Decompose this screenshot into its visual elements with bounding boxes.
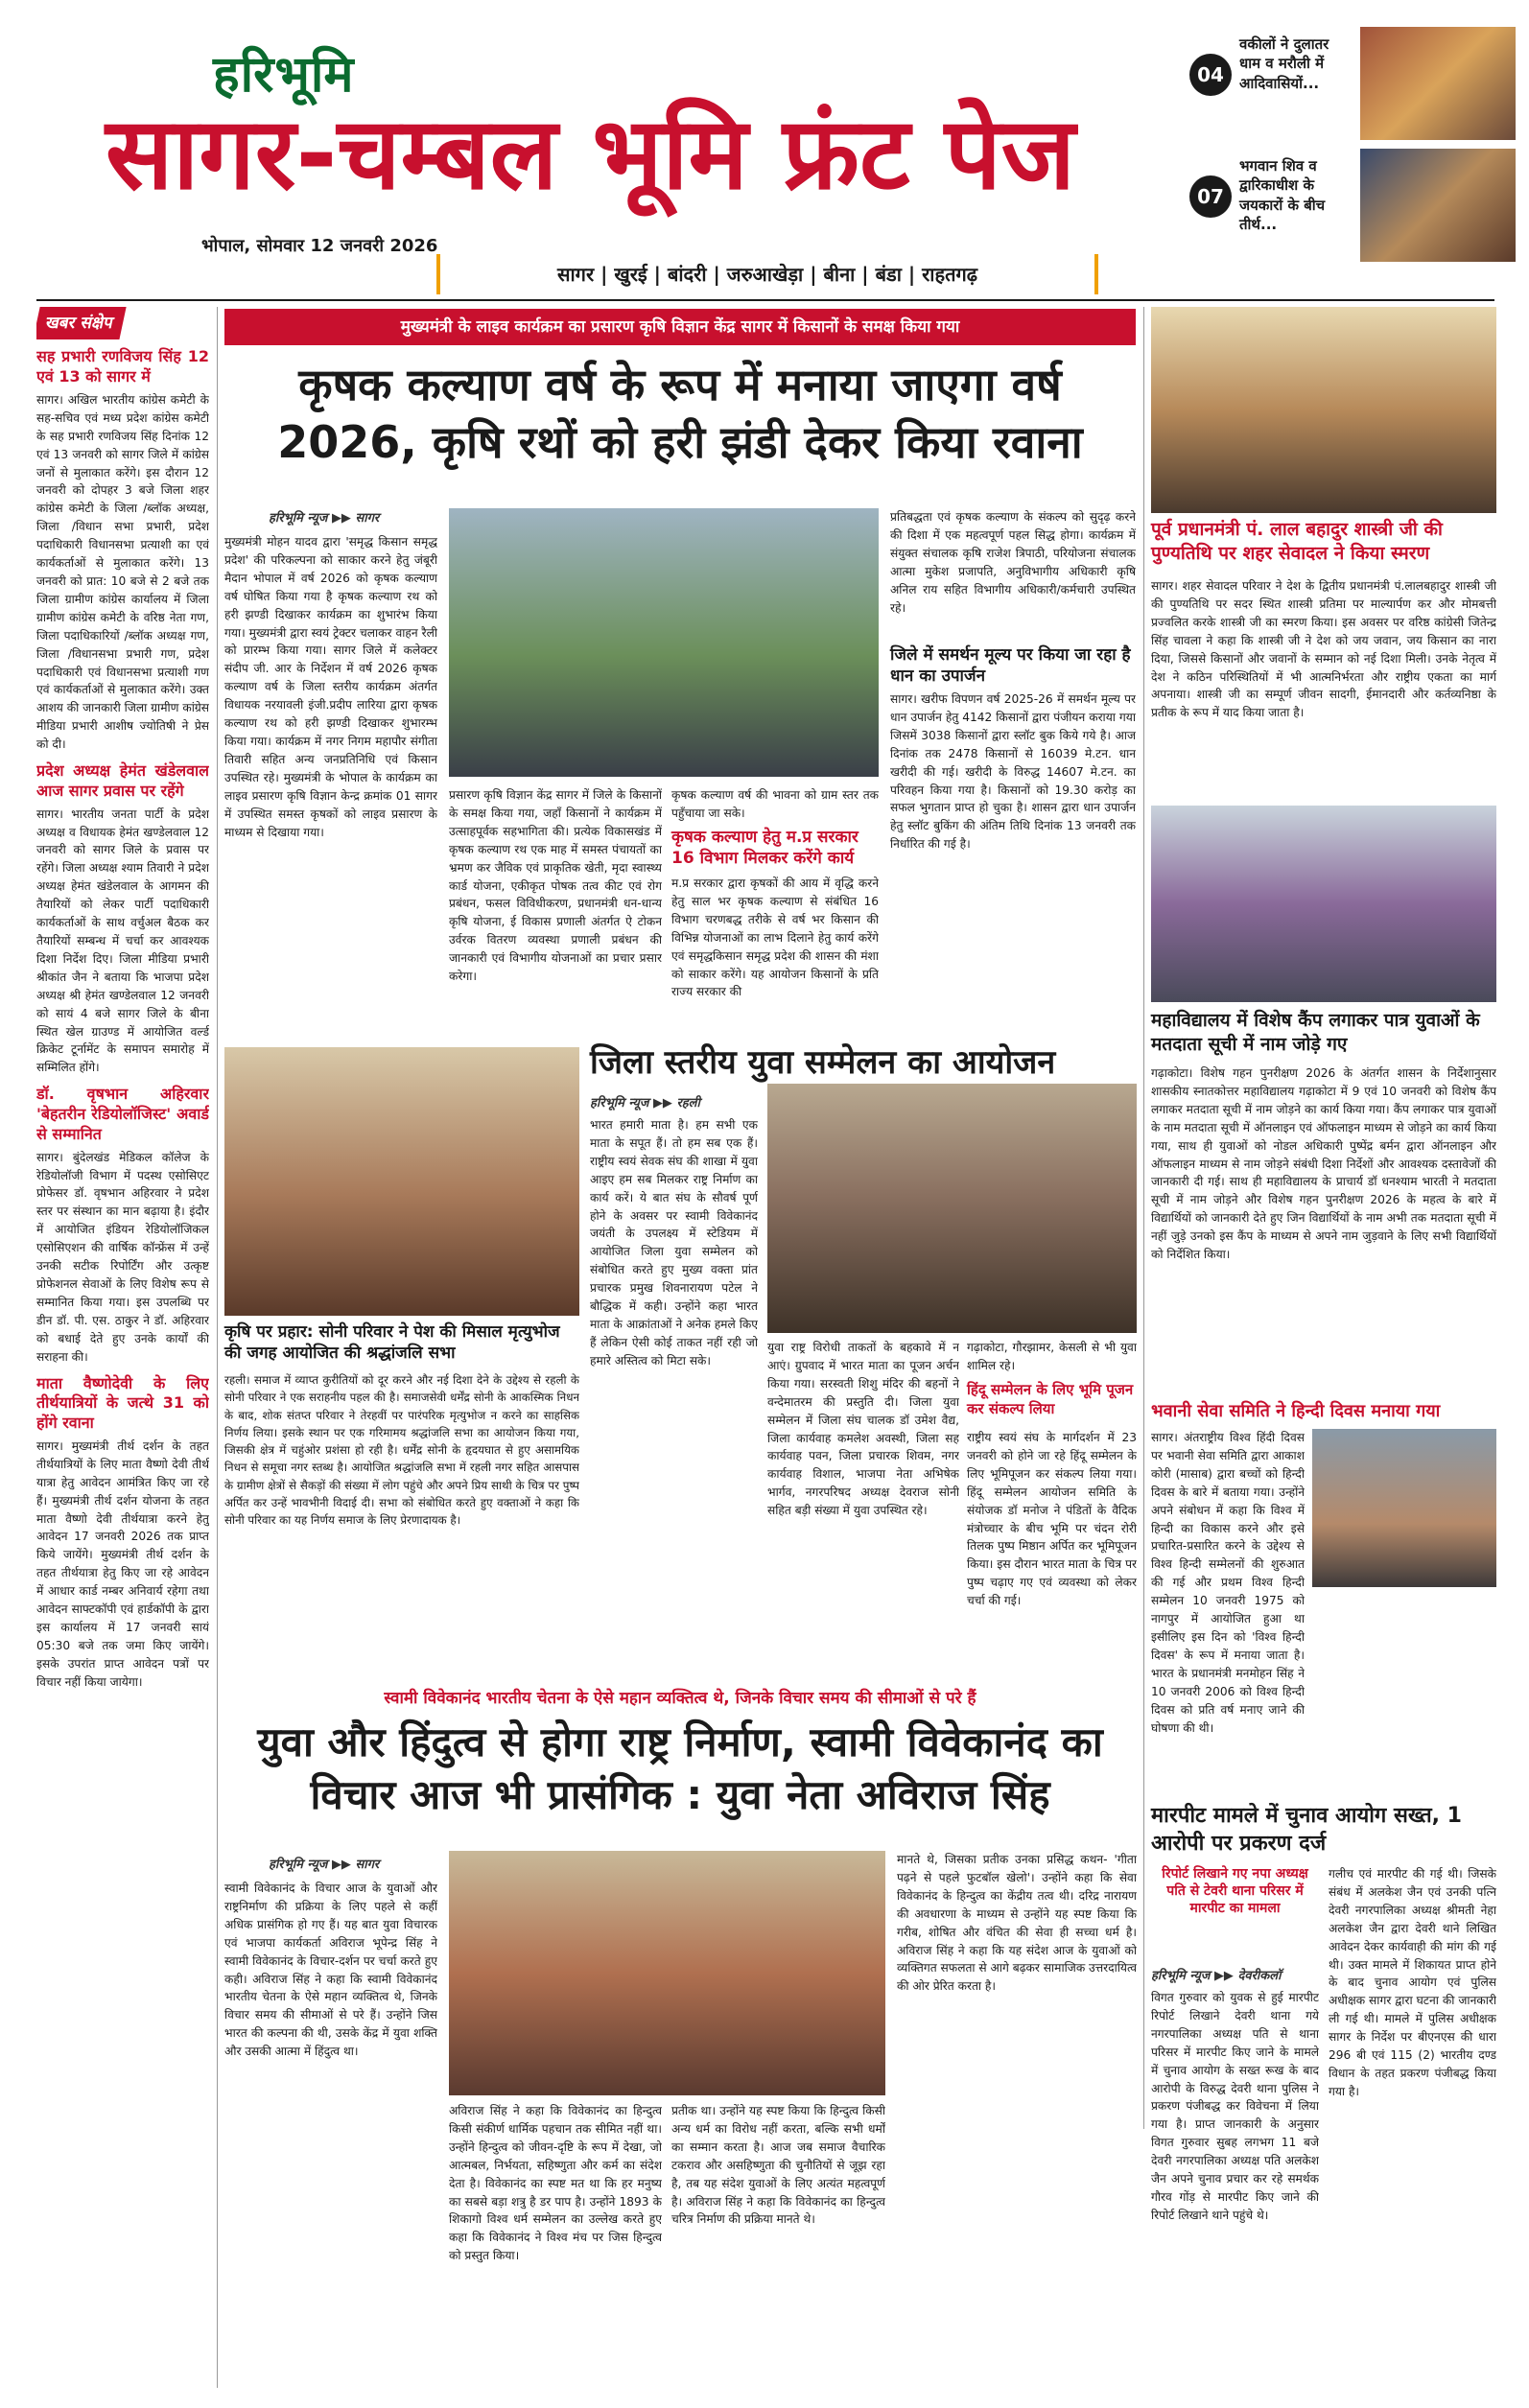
column-rule: [1143, 307, 1144, 2129]
teaser-1[interactable]: [1189, 27, 1516, 140]
brief-body: सागर। मुख्यमंत्री तीर्थ दर्शन के तहत तीर्थयात्रियों के लिए माता वैष्णो देवी तीर्थ यात्रा हेतु आवेदन आमंत्रित किए जा रहे हैं। मुख्यमंत्री तीर्थ दर्शन योजना के तहत माता वैष्णो देवी तीर्थयात्रा करने हेतु आवेदन 17 जनवरी 2026 तक प्राप्त किये जायेंगे। मुख्यमंत्री तीर्थ दर्शन के तहत तीर्थयात्रा हेतु किए जा रहे आवेदन में आधार कार्ड नम्बर अनिवार्य रहेगा तथा आवेदन साफ्टकॉपी एवं हार्डकॉपी के द्वारा इस कार्यालय में 17 जनवरी सायं 05:30 बजे तक जमा किए जायेंगे। इसके उपरांत प्राप्त आवेदन पत्रों पर विचार नहीं किया जायेगा।: [36, 1438, 209, 1689]
teaser-photo: [1360, 149, 1516, 262]
story-right4-col2: गलीच एवं मारपीट की गई थी। जिसके संबंध में अलकेश जैन एवं उनकी पत्नि देवरी नगरपालिका अध्यक्ष श्रीमती नेहा अलकेश जैन द्वारा देवरी थाने लिखित आवेदन देकर कार्यवाही की मांग की गई थी। उक्त मामले में शिकायत प्राप्त होने के बाद चुनाव आयोग एवं पुलिस अधीक्षक सागर द्वारा घटना की जानकारी ली गई थी। मामले में पुलिस अधीक्षक सागर के निर्देश पर बीएनएस की धारा 296 बी एवं 115 (2) भारतीय दण्ड विधान के तहत प्रकरण पंजीबद्ध किया गया है।: [1329, 1867, 1496, 2098]
story1-col1: मुख्यमंत्री मोहन यादव द्वारा 'समृद्ध किसान समृद्ध प्रदेश' की परिकल्पना को साकार करने हेतु जंबूरी मैदान भोपाल में वर्ष 2026 को कृषक कल्याण वर्ष घोषित किया गया है कृषक कल्याण रथ को हरी झण्डी दिखाकर कार्यक्रम का शुभारंभ किया गया। मुख्यमंत्री द्वारा स्वयं ट्रेक्टर चलाकर वाहन रैली को प्रारम्भ किया गया। सागर जिले में कलेक्टर संदीप जी. आर के निर्देशन में वर्ष 2026 कृषक कल्याण वर्ष के जिला स्तरीय कार्यक्रम अंतर्गत विधायक नरयावली इंजी.प्रदीप लारिया द्वारा कृषक कल्याण रथ को हरी झण्डी दिखाकर शुभारम्भ किया गया। कार्यक्रम में नगर निगम महापौर संगीता तिवारी सहित अन्य जनप्रतिनिधि एवं किसान उपस्थित रहे। मुख्यमंत्री के भोपाल के कार्यक्रम का लाइव प्रसारण कृषि विज्ञान केन्द्र क्रमांक 01 सागर में उपस्थित समस्त कृषकों को लाइव प्रसारण के माध्यम से दिखाया गया।: [224, 535, 437, 839]
brief-title: डॉ. वृषभान अहिरवार 'बेहतरीन रेडियोलॉजिस्ट' अवार्ड से सम्मानित: [36, 1085, 209, 1143]
college-camp-photo: [1151, 806, 1496, 1002]
story1-col2: प्रसारण कृषि विज्ञान केंद्र सागर में जिले के किसानों के समक्ष किया गया, जहाँ किसानों ने कार्यक्रम में उत्साहपूर्वक सहभागिता की। प्रत्येक विकासखंड में कृषक कल्याण रथ एक माह में समस्त पंचायतों का भ्रमण कर जैविक एवं प्राकृतिक खेती, मृदा स्वास्थ्य कार्ड योजना, एकीकृत पोषक तत्व कीट एवं रोग प्रबंधन, फसल विविधीकरण, प्रधानमंत्री धन-धान्य कृषि योजना, ई विकास प्रणाली अंतर्गत ऐ टोकन उर्वरक वितरण व्यवस्था प्रणाली प्रबंधन की जानकारी एवं विभागीय योजनाओं का प्रचार प्रसार करेगा।: [449, 788, 662, 984]
story-bottom-col3: प्रतीक था। उन्होंने यह स्पष्ट किया कि हिन्दुत्व किसी अन्य धर्म का विरोध नहीं करता, बल्कि सभी धर्मों का सम्मान करता है। आज जब समाज वैचारिक टकराव और असहिष्णुता की चुनौतियों से जूझ रहा है, तब यह संदेश युवाओं के लिए अत्यंत महत्वपूर्ण है। अविराज सिंह ने कहा कि विवेकानंद का हिन्दुत्व चरित्र निर्माण की प्रक्रिया मानते थे।: [671, 2104, 885, 2227]
news-brief-tag: खबर संक्षेप: [36, 307, 126, 339]
teaser-text: भगवान शिव व द्वारिकाधीश के जयकारों के बीच तीर्थ...: [1239, 157, 1326, 233]
story-bottom-col4: मानते थे, जिसका प्रतीक उनका प्रसिद्ध कथन- 'गीता पढ़ने से पहले फुटबॉल खेलो'। उन्होंने कहा कि सेवा विवेकानंद के हिन्दुत्व का केंद्रीय तत्व थी। दरिद्र नारायण की अवधारणा के माध्यम से उन्होंने यह स्पष्ट किया कि गरीब, शोषित और वंचित की सेवा ही सच्चा धर्म है। अविराज सिंह ने कहा कि यह संदेश आज के युवाओं को व्यक्तिगत सफलता से आगे बढ़कर सामाजिक उत्तरदायित्व की ओर प्रेरित करता है।: [897, 1853, 1137, 1994]
aviraj-singh-photo: [449, 1851, 885, 2095]
soni-family-photo: [224, 1047, 579, 1316]
brand-logo: हरिभूमि: [213, 46, 355, 104]
story-youth-sub-body: राष्ट्रीय स्वयं संघ के मार्गदर्शन में 23 जनवरी को होने जा रहे हिंदू सम्मेलन के लिए भूमिपूजन कर संकल्प लिया गया। हिंदू सम्मेलन आयोजन समिति के संयोजक डॉ मनोज ने पंडितों के वैदिक मंत्रोच्चार के बीच भूमि पर चंदन रोरी तिलक पुष्प मिष्ठान अर्पित कर भूमिपूजन किया। इस दौरान भारत माता के चित्र पर पुष्प चढ़ाए गए एवं व्यवस्था को लेकर चर्चा की गई।: [967, 1431, 1137, 1608]
story-bottom-byline: हरिभूमि न्यूज ▶▶ सागर: [269, 1858, 380, 1872]
story-bottom-kicker: स्वामी विवेकानंद भारतीय चेतना के ऐसे महान व्यक्तित्व थे, जिनके विचार समय की सीमाओं से परे हैं: [384, 1689, 976, 1708]
teaser-text: वकीलों ने दुलातर धाम व मरौली में आदिवासियों...: [1239, 35, 1329, 92]
dateline: भोपाल, सोमवार 12 जनवरी 2026: [201, 236, 438, 256]
youth-conference-photo: [767, 1084, 1137, 1333]
teaser-number: 04: [1189, 54, 1232, 96]
news-brief-column: [36, 307, 209, 2397]
story-right4-byline: हरिभूमि न्यूज ▶▶ देवरीकलॉ: [1151, 1969, 1282, 1983]
story-right2-headline: महाविद्यालय में विशेष कैंप लगाकर पात्र युवाओं के मतदाता सूची में नाम जोड़े गए: [1151, 1010, 1480, 1055]
shastri-photo: [1151, 307, 1496, 513]
story1-sub2: जिले में समर्थन मूल्य पर किया जा रहा है धान का उपार्जन: [890, 645, 1131, 687]
story-bottom-col2: अविराज सिंह ने कहा कि विवेकानंद का हिन्दुत्व किसी संकीर्ण धार्मिक पहचान तक सीमित नहीं था। उन्होंने हिन्दुत्व को जीवन-दृष्टि के रूप में देखा, जो आत्मबल, निर्भयता, सहिष्णुता और कर्म का संदेश देता है। विवेकानंद का स्पष्ट मत था कि हर मनुष्य का सबसे बड़ा शत्रु है डर पाप है। उन्होंने 1893 के शिकागो विश्व धर्म सम्मेलन का उल्लेख करते हुए कहा कि विवेकानंद ने विश्व मंच पर जिस हिन्दुत्व को प्रस्तुत किया।: [449, 2104, 662, 2263]
story1-sub2-body: सागर। खरीफ विपणन वर्ष 2025-26 में समर्थन मूल्य पर धान उपार्जन हेतु 4142 किसानों द्वारा पंजीयन कराया गया जिसमें 3038 किसानों द्वारा स्लॉट बुक किये गये है। आज दिनांक तक 2478 किसानों से 16039 मे.टन. धान खरीदी की गई। खरीदी के विरुद्ध 14607 मे.टन. का परिवहन किया गया है। किसानों को 19.30 करोड़ का सफल भुगतान प्राप्त हो चुका है। शासन द्वारा धान उपार्जन हेतु स्लॉट बुकिंग की अंतिम तिथि दिनांक 13 जनवरी तक निर्धारित की गई है।: [890, 692, 1136, 852]
brief-title: सह प्रभारी रणविजय सिंह 12 एवं 13 को सागर में: [36, 347, 209, 386]
story-youth-col1: भारत हमारी माता है। हम सभी एक माता के सपूत हैं। तो हम सब एक हैं। राष्ट्रीय स्वयं सेवक संघ की शाखा में युवा आइए हम सब मिलकर राष्ट्र निर्माण का कार्य करें। ये बात संघ के सौवर्ष पूर्ण होने के अवसर पर स्वामी विवेकानंद जयंती के उपलक्ष्य में स्टेडियम में आयोजित जिला युवा सम्मेलन को संबोधित करते हुए मुख्य वक्ता प्रांत प्रचारक प्रमुख शिवनारायण पटेल ने बौद्धिक में कही। उन्होंने कहा भारत माता के आक्रांताओं ने अनेक हमले किए हैं लेकिन ऐसी कोई ताकत नहीं रही जो हमारे अस्तित्व को मिटा सके।: [590, 1118, 758, 1368]
story-mid-kicker: कृषि पर प्रहार: सोनी परिवार ने पेश की मिसाल मृत्युभोज की जगह आयोजित की श्रद्धांजलि सभा: [224, 1322, 560, 1364]
brief-body: सागर। भारतीय जनता पार्टी के प्रदेश अध्यक्ष व विधायक हेमंत खण्डेलवाल 12 जनवरी को सागर जिले के प्रवास पर रहेंगे। जिला अध्यक्ष श्याम तिवारी ने प्रदेश अध्यक्ष हेमंत खंडेलवाल के आगमन की तैयारियों को लेकर पार्टी पदाधिकारी कार्यकर्ताओं के साथ वर्चुअल बैठक कर तैयारियों सम्बन्ध में चर्चा कर आवश्यक दिशा निर्देश दिए। जिला मीडिया प्रभारी श्रीकांत जैन ने बताया कि भाजपा प्रदेश अध्यक्ष श्री हेमंत खण्डेलवाल 12 जनवरी को सायं 4 बजे सागर जिले के बीना स्थित खेल ग्राउण्ड में आयोजित वर्ल्ड क्रिकेट टूर्नामेंट के समापन समारोह में सम्मिलित होंगे।: [36, 807, 209, 1075]
story-youth-col3: गढ़ाकोटा, गौरझामर, केसली से भी युवा शामिल रहे।: [967, 1341, 1137, 1372]
story-right2-body: गढ़ाकोटा। विशेष गहन पुनरीक्षण 2026 के अंतर्गत शासन के निर्देशानुसार शासकीय स्नातकोत्तर महाविद्यालय गढ़ाकोटा में 9 एवं 10 जनवरी को विशेष कैंप लगाकर मतदाता सूची में नाम जोड़ने का कार्य किया गया। कैंप लगाकर पात्र युवाओं के नाम मतदाता सूची में ऑनलाइन एवं ऑफलाइन माध्यम से जोड़ने का कार्य किया गया, साथ ही युवाओं को नोडल अधिकारी पुष्पेंद्र बर्मन द्वारा ऑनलाइन और ऑफलाइन माध्यम से नाम जोड़ने संबंधी दिशा निर्देशों और आवश्यक दस्तावेजों की जानकारी दी गई। साथ ही महाविद्यालय के प्राचार्य डॉ धनश्याम भारती ने मतदाता सूची में नाम जोड़ने और विशेष गहन पुनरीक्षण 2026 के महत्व के बारे में विद्यार्थियों को जानकारी देते हुए जिन विद्यार्थियों के नाम अभी तक मतदाता सूची में नहीं जुड़े उनको इस कैंप के माध्यम से अपने नाम जुड़वाने के लिए सभी विद्यार्थियों को निर्देशित किया।: [1151, 1066, 1496, 1262]
teaser-number: 07: [1189, 175, 1232, 218]
story-right1-body: सागर। शहर सेवादल परिवार ने देश के द्वितीय प्रधानमंत्री पं.लालबहादुर शास्त्री जी की पुण्यतिथि पर सदर स्थित शास्त्री प्रतिमा पर माल्यार्पण कर और मोमबत्ती प्रज्वलित करके शास्त्री जी का स्मरण किया। इस अवसर पर वरिष्ठ कांग्रेसी जितेन्द्र सिंह चावला ने कहा कि शास्त्री जी ने देश को जय जवान, जय किसान का नारा दिया, जिससे किसानों और जवानों के सम्मान को नई दिशा मिली। उनके नेतृत्व में देश ने कठिन परिस्थितियों में भी आत्मनिर्भरता और राष्ट्रीय एकता का मार्ग अपनाया। शास्त्री जी का सम्पूर्ण जीवन सादगी, ईमानदारी और कर्तव्यनिष्ठा के प्रतीक के रूप में याद किया जाता है।: [1151, 579, 1496, 720]
story1-headline: कृषक कल्याण वर्ष के रूप में मनाया जाएगा वर्ष 2026, कृषि रथों को हरी झंडी देकर किया रवाना: [277, 359, 1083, 468]
story-right1-headline: पूर्व प्रधानमंत्री पं. लाल बहादुर शास्त्री जी की पुण्यतिथि पर शहर सेवादल ने किया स्मरण: [1151, 519, 1443, 564]
story-right3-body: सागर। अंतराष्ट्रीय विश्व हिंदी दिवस पर भवानी सेवा समिति द्वारा आकाश कोरी (मासाब) द्वारा बच्चों को हिन्दी दिवस के बारे में बताया गया। उन्होंने अपने संबोधन में कहा कि विश्व में हिन्दी का विकास करने और इसे प्रचारित-प्रसारित करने के उद्देश्य से विश्व हिन्दी सम्मेलनों की शुरुआत की गई और प्रथम विश्व हिन्दी सम्मेलन 10 जनवरी 1975 को नागपुर में आयोजित हुआ था इसीलिए इस दिन को 'विश्व हिन्दी दिवस' के रूप में मनाया जाता है। भारत के प्रधानमंत्री मनमोहन सिंह ने 10 जनवरी 2006 को विश्व हिन्दी दिवस को प्रति वर्ष मनाए जाने की घोषणा की थी।: [1151, 1431, 1305, 1735]
page-title: सागर-चम्बल भूमि फ्रंट पेज: [106, 95, 1075, 212]
brief-body: सागर। बुंदेलखंड मेडिकल कॉलेज के रेडियोलॉजी विभाग में पदस्थ एसोसिएट प्रोफेसर डॉ. वृषभान अहिरवार ने प्रदेश स्तर पर संस्थान का मान बढ़ाया है। इंदौर में आयोजित इंडियन रेडियोलॉजिकल एसोसिएशन की वार्षिक कॉन्फ्रेंस में उन्हें उनकी सटीक रिपोर्टिंग और उत्कृष्ट प्रोफेशनल सेवाओं के लिए विशेष रूप से सम्मानित किया गया। इस उपलब्धि पर डीन डॉ. पी. एस. ठाकुर ने डॉ. अहिरवार को बधाई देते हुए उनके कार्यों की सराहना की।: [36, 1150, 209, 1364]
story-youth-byline: हरिभूमि न्यूज ▶▶ रहली: [590, 1096, 700, 1110]
brief-title: माता वैष्णोदेवी के लिए तीर्थयात्रियों के जत्थे 31 को होंगे रवाना: [36, 1373, 209, 1433]
story-right4-kicker: रिपोर्ट लिखाने गए नपा अध्यक्ष पति से टेवरी थाना परिसर में मारपीट का मामला: [1162, 1866, 1308, 1917]
story1-sub1: कृषक कल्याण हेतु म.प्र सरकार 16 विभाग मिलकर करेंगे कार्य: [671, 828, 859, 869]
story-youth-headline: जिला स्तरीय युवा सम्मेलन का आयोजन: [590, 1043, 1056, 1082]
story1-col3: प्रतिबद्धता एवं कृषक कल्याण के संकल्प को सुदृढ़ करने की दिशा में एक महत्वपूर्ण पहल सिद्ध होगा। कार्यक्रम में संयुक्त संचालक कृषि राजेश त्रिपाठी, परियोजना संचालक आत्मा मुकेश प्रजापति, अनुविभागीय अधिकारी कृषि अनिल राय सहित विभागीय अधिकारी/कर्मचारी उपस्थित रहे।: [890, 510, 1136, 615]
story-mid-body: रहली। समाज में व्याप्त कुरीतियों को दूर करने और नई दिशा देने के उद्देश्य से रहली के सोनी परिवार ने एक सराहनीय पहल की है। समाजसेवी धर्मेंद्र सोनी के आकस्मिक निधन के बाद, शोक संतप्त परिवार ने तेरहवीं पर पारंपरिक मृत्युभोज न करने का साहसिक निर्णय लिया। इसके स्थान पर एक गरिमामय श्रद्धांजलि सभा का आयोजन किया गया, जिसकी क्षेत्र में चहुंओर प्रशंसा हो रही है। धर्मेंद्र सोनी के हृदयघात से हुए असामयिक निधन से समूचा नगर स्तब्ध है। आयोजित श्रद्धांजलि सभा में रहली नगर सहित आसपास के ग्रामीण क्षेत्रों से सैकड़ों की संख्या में लोग पहुंचे और अपने प्रिय साथी के चित्र पर पुष्प अर्पित कर उन्हें भावभीनी विदाई दी। सभा को संबोधित करते हुए वक्ताओं ने कहा कि सोनी परिवार का यह निर्णय समाज के लिए प्रेरणादायक है।: [224, 1373, 579, 1528]
story-youth-col2: युवा राष्ट्र विरोधी ताकतों के बहकावे में न आएं। ग्रुपवाद में भारत माता का पूजन अर्चन किया गया। सरस्वती शिशु मंदिर की बहनों ने वन्देमातरम की प्रस्तुति दी। जिला युवा सम्मेलन में जिला संघ चालक डॉ उमेश वैद्य, जिला कार्यवाह कमलेश अवस्थी, जिला सह कार्यवाह पवन, जिला प्रचारक शिवम, नगर कार्यवाह विशाल, भाजपा नेता अभिषेक भार्गव, नगरपरिषद अध्यक्ष देवराज सोनी सहित बड़ी संख्या में युवा उपस्थित रहे।: [767, 1341, 959, 1518]
column-rule: [217, 307, 218, 2388]
story1-sub1-body: म.प्र सरकार द्वारा कृषकों की आय में वृद्धि करने हेतु साल भर कृषक कल्याण से संबंधित 16 विभाग चरणबद्ध तरीके से वर्ष भर किसान की विभिन्न योजनाओं का लाभ दिलाने हेतु कार्य करेंगे एवं समृद्धकिसान समृद्ध प्रदेश की शासन की मंशा को साकार करेंगे। यह आयोजन किसानों के प्रति राज्य सरकार की: [671, 877, 879, 999]
story-youth-sub: हिंदू सम्मेलन के लिए भूमि पूजन कर संकल्प लिया: [967, 1381, 1134, 1417]
teaser-photo: [1360, 27, 1516, 140]
story-right4-col1: विगत गुरुवार को युवक से हुई मारपीट रिपोर्ट लिखाने देवरी थाना गये नगरपालिका अध्यक्ष पति से थाना परिसर में मारपीट किए जाने के मामले में चुनाव आयोग के सख्त रूख के बाद आरोपी के विरुद्ध देवरी थाना पुलिस ने प्रकरण पंजीबद्ध कर विवेचना में लिया गया है। प्राप्त जानकारी के अनुसार विगत गुरुवार सुबह लगभग 11 बजे देवरी नगरपालिका अध्यक्ष पति अलकेश जैन अपने चुनाव प्रचार कर रहे समर्थक गौरव गोंड़ से मारपीट किए जाने की रिपोर्ट लिखाने थाने पहुंचे थे।: [1151, 1991, 1319, 2222]
story-right4-headline: मारपीट मामले में चुनाव आयोग सख्त, 1 आरोपी पर प्रकरण दर्ज: [1151, 1804, 1462, 1856]
story1-kicker: मुख्यमंत्री के लाइव कार्यक्रम का प्रसारण कृषि विज्ञान केंद्र सागर में किसानों के समक्ष किया गया: [224, 309, 1136, 345]
teaser-2[interactable]: [1189, 149, 1516, 262]
story1-photo-caption: कृषक कल्याण वर्ष की भावना को ग्राम स्तर तक पहुँचाया जा सके।: [671, 788, 879, 820]
story1-byline: हरिभूमि न्यूज ▶▶ सागर: [269, 511, 380, 526]
city-bar: सागर | खुरई | बांदरी | जरुआखेड़ा | बीना | बंडा | राहतगढ़: [436, 254, 1098, 294]
story-right3-headline: भवानी सेवा समिति ने हिन्दी दिवस मनाया गया: [1151, 1401, 1441, 1421]
story1-photo: [449, 508, 879, 777]
masthead-rule: [36, 299, 1494, 301]
story-bottom-col1: स्वामी विवेकानंद के विचार आज के युवाओं और राष्ट्रनिर्माण की प्रक्रिया के लिए पहले से कहीं अधिक प्रासंगिक हो गए हैं। यह बात युवा विचारक एवं भाजपा कार्यकर्ता अविराज भूपेन्द्र सिंह ने स्वामी विवेकानंद के विचार-दर्शन पर चर्चा करते हुए कही। अविराज सिंह ने कहा कि स्वामी विवेकानंद भारतीय चेतना के ऐसे महान व्यक्तित्व थे, जिनके विचार समय की सीमाओं से परे हैं। उन्होंने जिस भारत की कल्पना की थी, उसके केंद्र में युवा शक्ति और उसकी आत्मा में हिंदुत्व था।: [224, 1882, 437, 2059]
hindi-day-photo: [1312, 1429, 1496, 1587]
brief-title: प्रदेश अध्यक्ष हेमंत खंडेलवाल आज सागर प्रवास पर रहेंगे: [36, 761, 209, 800]
story-bottom-headline: युवा और हिंदुत्व से होगा राष्ट्र निर्माण, स्वामी विवेकानंद का विचार आज भी प्रासंगिक : युवा नेता अविराज सिंह: [257, 1718, 1103, 1818]
brief-body: सागर। अखिल भारतीय कांग्रेस कमेटी के सह-सचिव एवं मध्य प्रदेश कांग्रेस कमेटी के सह प्रभारी रणविजय सिंह दिनांक 12 एवं 13 जनवरी को सागर जिले में कांग्रेस जनों से मुलाकात करेंगे। इस दौरान 12 जनवरी को दोपहर 3 बजे जिला शहर कांग्रेस कमेटी के जिला /ब्लॉक अध्यक्ष, जिला /विधान सभा प्रभारी, प्रदेश पदाधिकारी विधानसभा प्रत्याशी का एवं कार्यकर्ताओं से मुलाकात करेंगे। 13 जनवरी को प्रात: 10 बजे से 2 बजे तक जिला ग्रामीण कांग्रेस कार्यालय में जिला ग्रामीण कांग्रेस कमेटी के वरिष्ठ नेता गण, जिला पदाधिकारियों /ब्लॉक अध्यक्ष गण, जिला /विधानसभा प्रभारी गण, प्रदेश पदाधिकारी एवं विधानसभा प्रत्याशी गण एवं कार्यकर्ताओं से मुलाकात करेंगे। उक्त आशय की जानकारी जिला ग्रामीण कांग्रेस मीडिया प्रभारी आशीष ज्योतिषी ने प्रेस को दी।: [36, 392, 209, 752]
